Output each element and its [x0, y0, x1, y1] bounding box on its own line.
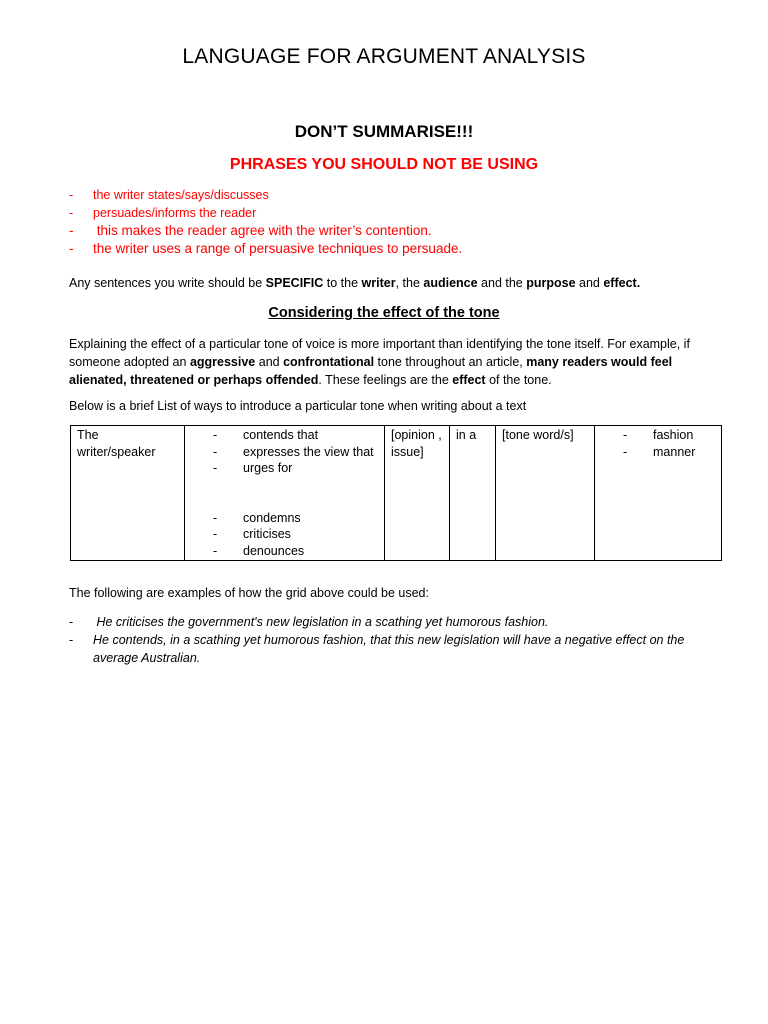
verb-text: expresses the view that: [243, 444, 374, 459]
table-row: [71, 426, 722, 561]
noun-text: manner: [653, 444, 696, 459]
emphasis: effect: [452, 373, 486, 387]
dash: -: [213, 444, 218, 459]
dash: -: [213, 510, 218, 525]
dash: -: [69, 206, 74, 220]
emphasis: purpose: [526, 276, 576, 290]
tone-grid-table: [70, 425, 722, 561]
list-item: [601, 444, 715, 461]
bad-phrases-list: [69, 186, 729, 258]
subject-cell: The writer/speaker: [71, 426, 185, 561]
text: Explaining the effect of a particular tone of voice is more important than identifying the tone itself. For example, if someone adopted an: [69, 337, 690, 369]
list-item: [69, 186, 729, 204]
list-item: [69, 240, 729, 258]
list-item: [69, 222, 729, 240]
emphasis: audience: [423, 276, 478, 290]
emphasis: confrontational: [283, 355, 375, 369]
dash: -: [69, 633, 74, 647]
verb-text: criticises: [243, 527, 291, 541]
tone-cell: [tone word/s]: [496, 426, 595, 561]
list-item: [69, 613, 729, 631]
tone-paragraph: [69, 335, 729, 389]
in-a-cell: in a: [450, 426, 496, 561]
bad-phrase-text: the writer uses a range of persuasive techniques to persuade.: [93, 241, 463, 256]
emphasis: aggressive: [189, 355, 256, 369]
text: and: [255, 355, 284, 369]
text: of the tone.: [485, 373, 552, 387]
grid-intro: Below is a brief List of ways to introduce a particular tone when writing about a text: [69, 399, 527, 413]
list-item: [191, 427, 378, 444]
dash: -: [213, 461, 218, 475]
emphasis: many readers would feel alienated, threatened or perhaps offended: [69, 355, 673, 387]
emphasis: effect.: [603, 276, 641, 290]
dash: -: [69, 615, 74, 629]
noun-text: fashion: [653, 428, 694, 442]
dash: -: [213, 527, 218, 541]
nouns-cell: [595, 426, 722, 561]
text: , the: [395, 276, 424, 290]
examples-intro: The following are examples of how the grid above could be used:: [69, 586, 429, 600]
text: tone throughout an article,: [374, 355, 527, 369]
warning-heading: PHRASES YOU SHOULD NOT BE USING: [229, 156, 539, 173]
emphasis: writer: [361, 276, 396, 290]
text: to the: [323, 276, 362, 290]
list-item: [69, 631, 729, 667]
dash: -: [213, 428, 218, 442]
list-item: [191, 543, 378, 560]
dash: -: [69, 223, 74, 238]
dash: -: [69, 188, 74, 202]
list-item: [191, 510, 378, 527]
list-item: [191, 444, 378, 461]
verbs-cell: [185, 426, 385, 561]
example-text: He contends, in a scathing yet humorous fashion, that this new legislation will have a negative effect on the average Australian.: [93, 633, 685, 665]
text: . These feelings are the: [318, 373, 453, 387]
bad-phrase-text: the writer states/says/discusses: [93, 188, 269, 202]
emphasis: SPECIFIC: [265, 276, 324, 290]
list-item: [69, 204, 729, 222]
page-title: LANGUAGE FOR ARGUMENT ANALYSIS: [182, 45, 586, 68]
example-text: He criticises the government's new legislation in a scathing yet humorous fashion.: [93, 615, 549, 629]
specific-instruction: [69, 276, 729, 290]
opinion-cell: [opinion , issue]: [385, 426, 450, 561]
dash: -: [623, 444, 628, 459]
text: and: [575, 276, 604, 290]
verb-text: urges for: [243, 461, 293, 475]
section-heading: Considering the effect of the tone: [268, 305, 500, 321]
subtitle: DON’T SUMMARISE!!!: [294, 122, 474, 141]
spacer: [191, 477, 378, 510]
verb-text: contends that: [243, 428, 319, 442]
text: Any sentences you write should be: [69, 276, 266, 290]
bad-phrase-text: persuades/informs the reader: [93, 206, 257, 220]
verb-text: condemns: [243, 510, 301, 525]
list-item: [191, 526, 378, 543]
examples-list: [69, 613, 729, 667]
dash: -: [213, 543, 218, 558]
bad-phrase-text: this makes the reader agree with the writer’s contention.: [93, 223, 432, 238]
list-item: [191, 460, 378, 477]
list-item: [601, 427, 715, 444]
dash: -: [69, 241, 74, 256]
text: and the: [477, 276, 527, 290]
verb-text: denounces: [243, 543, 305, 558]
dash: -: [623, 428, 628, 442]
